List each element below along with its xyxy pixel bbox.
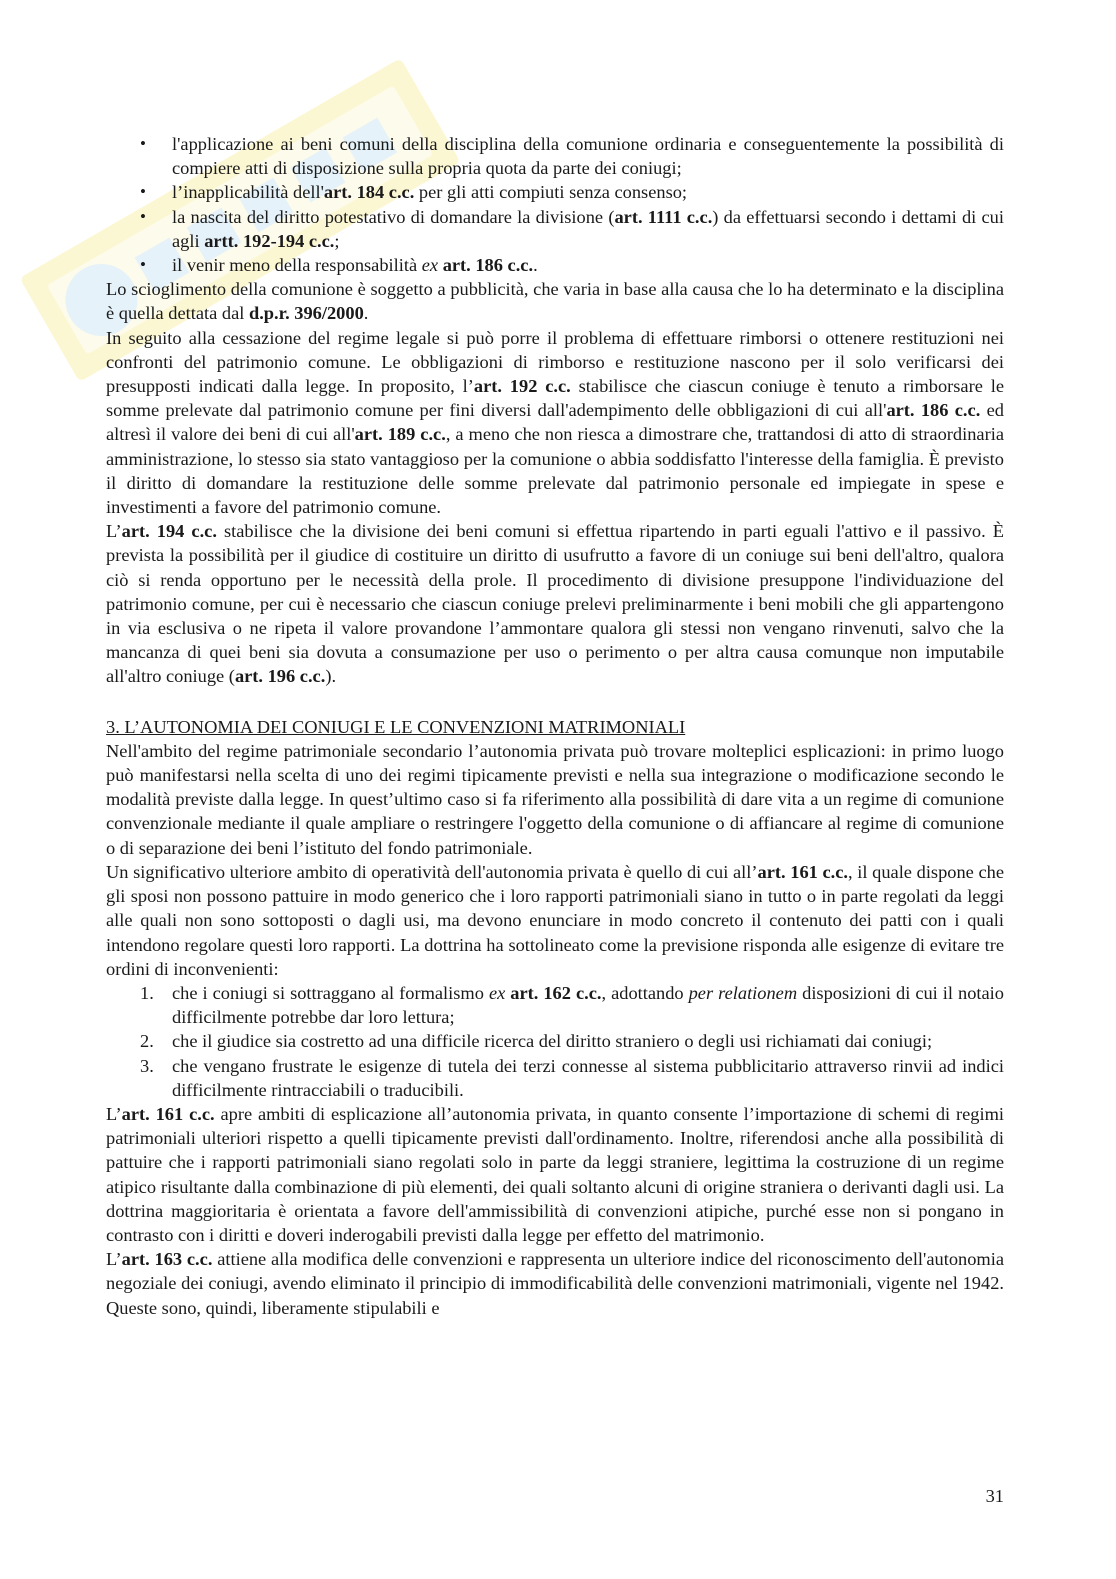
list-number: 3. bbox=[140, 1055, 154, 1076]
list-item bbox=[172, 205, 1004, 253]
citation: art. 163 c.c. bbox=[121, 1249, 213, 1270]
emphasis: ex bbox=[421, 255, 439, 276]
citation: artt. 192-194 c.c. bbox=[204, 230, 335, 251]
list-item bbox=[172, 180, 1004, 204]
page-number: 31 bbox=[985, 1486, 1004, 1506]
paragraph bbox=[106, 326, 1004, 520]
paragraph-group-3 bbox=[106, 1102, 1004, 1320]
citation: art. 194 c.c. bbox=[121, 521, 217, 542]
list-number: 1. bbox=[140, 982, 154, 1003]
text-run: L’ bbox=[106, 1103, 122, 1124]
text-run: , il quale dispone che gli sposi non possono pattuire in modo generico che i loro rapporti patrimoniali siano in tutto o in parte regolati da leggi alle quali non sono sottoposti o dagli usi, ma devono enunciare in modo concreto il contenuto dei patti con i quali intendono regolare questi loro rapporti. La dottrina ha sottolineato come la previsione risponda alle esigenze di evitare tre ordini di inconvenienti: bbox=[106, 861, 1005, 979]
text-run: per gli atti compiuti senza consenso; bbox=[414, 182, 688, 203]
paragraph bbox=[106, 1102, 1004, 1247]
text-run: Un significativo ulteriore ambito di operatività dell'autonomia privata è quello di cui all’ bbox=[106, 861, 758, 882]
list-item bbox=[140, 981, 1004, 1029]
citation: art. 162 c.c. bbox=[510, 982, 602, 1003]
citation: art. 161 c.c. bbox=[121, 1103, 215, 1124]
text-run: che vengano frustrate le esigenze di tutela dei terzi connesse al sistema pubblicitario attraverso rinvii ad indici difficilmente rintracciabili o traducibili. bbox=[172, 1055, 1004, 1100]
list-item bbox=[140, 1029, 1004, 1053]
text-run: l’inapplicabilità dell' bbox=[172, 182, 324, 203]
text-run: che il giudice sia costretto ad una difficile ricerca del diritto straniero o degli usi richiamati dai coniugi; bbox=[172, 1031, 933, 1052]
text-run: la nascita del diritto potestativo di domandare la divisione ( bbox=[172, 206, 615, 227]
text-run: ed altresì il valore dei beni di cui all' bbox=[106, 400, 1004, 445]
list-item bbox=[172, 253, 1004, 277]
citation: art. 161 c.c. bbox=[757, 861, 849, 882]
citation: art. 189 c.c. bbox=[354, 424, 446, 445]
emphasis: ex bbox=[488, 982, 506, 1003]
list-number: 2. bbox=[140, 1031, 154, 1052]
paragraph bbox=[106, 519, 1004, 688]
emphasis: per relationem bbox=[688, 982, 798, 1003]
document-body bbox=[106, 132, 1004, 1320]
paragraph bbox=[106, 277, 1004, 325]
text-run: In seguito alla cessazione del regime legale si può porre il problema di effettuare rimborsi o ottenere restituzioni nei confronti del patrimonio comune. Le obbligazioni di rimborso e restituzione nascono per il solo verificarsi dei presupposti indicati dalla legge. In proposito, l’ bbox=[106, 327, 1004, 397]
text-run: ). bbox=[325, 666, 337, 687]
paragraph bbox=[106, 739, 1004, 860]
text-run: disposizioni di cui il notaio difficilmente potrebbe dar loro lettura; bbox=[172, 982, 1004, 1028]
citation: art. 184 c.c. bbox=[323, 182, 415, 203]
text-run: stabilisce che la divisione dei beni comuni si effettua ripartendo in parti eguali l'attivo e il passivo. È prevista la possibilità per il giudice di costituire un diritto di usufrutto a favore di un coniuge sui beni dell'altro, qualora ciò si renda opportuno per le necessità della prole. Il procedimento di divisione presuppone l'individuazione del patrimonio comune, per cui è necessario che ciascun coniuge prelevi preliminarmente i beni mobili che gli appartengono in via esclusiva o ne ripeta il valore provandone l’ammontare qualora gli stessi non vengano rinvenuti, salvo che la mancanza di quei beni sia dovuta a consumazione per uso o perimento o per altra causa comunque non imputabile all'altro coniuge ( bbox=[106, 521, 1004, 687]
bullet-list bbox=[106, 132, 1004, 277]
citation: art. 186 c.c. bbox=[886, 400, 981, 421]
citation: art. 192 c.c. bbox=[473, 376, 571, 397]
list-item bbox=[172, 132, 1004, 180]
text-run: L’ bbox=[106, 521, 122, 542]
text-run: l'applicazione ai beni comuni della disciplina della comunione ordinaria e conseguentemente la possibilità di compiere atti di disposizione sulla propria quota da parte dei coniugi; bbox=[172, 134, 1004, 179]
text-run: , adottando bbox=[601, 982, 689, 1003]
section-heading: 3. L’AUTONOMIA DEI CONIUGI E LE CONVENZIONI MATRIMONIALI bbox=[106, 716, 686, 737]
text-run: attiene alla modifica delle convenzioni e rappresenta un ulteriore indice del riconoscimento dell'autonomia negoziale dei coniugi, avendo eliminato il principio di immodificabilità delle convenzioni matrimoniali, vigente nel 1942. Queste sono, quindi, liberamente stipulabili e bbox=[106, 1249, 1004, 1318]
text-run: , a meno che non riesca a dimostrare che, trattandosi di atto di straordinaria amministrazione, lo stesso sia stato vantaggioso per la comunione o abbia soddisfatto l'interesse della famiglia. È previsto il diritto di domandare la restituzione delle somme prelevate dal patrimonio personale ed impiegate in spese e investimenti a favore del patrimonio comune. bbox=[106, 424, 1004, 518]
paragraph-group-1 bbox=[106, 277, 1004, 688]
citation: art. 196 c.c. bbox=[234, 666, 326, 687]
citation: art. 1111 c.c. bbox=[614, 206, 713, 227]
text-run: che i coniugi si sottraggano al formalismo bbox=[172, 982, 489, 1003]
text-run: L’ bbox=[106, 1249, 122, 1270]
text-run: . bbox=[533, 255, 538, 276]
text-run: . bbox=[363, 303, 369, 324]
numbered-list bbox=[106, 981, 1004, 1102]
text-run: il venir meno della responsabilità bbox=[172, 255, 422, 276]
paragraph-group-2 bbox=[106, 739, 1004, 981]
text-run: Lo scioglimento della comunione è soggetto a pubblicità, che varia in base alla causa che lo ha determinato e la disciplina è quella dettata dal bbox=[106, 279, 1004, 324]
text-run: Nell'ambito del regime patrimoniale secondario l’autonomia privata può trovare molteplici esplicazioni: in primo luogo può manifestarsi nella scelta di uno dei regimi tipicamente previsti e nella sua integrazione o modificazione secondo le modalità previste dalla legge. In quest’ultimo caso si fa riferimento alla possibilità di dare vita a un regime di comunione convenzionale mediante il quale ampliare o restringere l'oggetto della comunione o di affiancare al regime di comunione o di separazione dei beni l’istituto del fondo patrimoniale. bbox=[106, 740, 1004, 858]
text-run: apre ambiti di esplicazione all’autonomia privata, in quanto consente l’importazione di schemi di regimi patrimoniali ulteriori rispetto a quelli tipicamente previsti dall'ordinamento. Inoltre, riferendosi anche alla possibilità di pattuire che i rapporti patrimoniali siano regolati solo in parte da leggi straniere, legittima la costruzione di un regime atipico risultante dalla combinazione di più elementi, dei quali soltanto alcuni di origine straniera o derivanti dagli usi. La dottrina maggioritaria è orientata a favore dell'ammissibilità di convenzioni atipiche, purché esse non si pongano in contrasto con i diritti e doveri inderogabili previsti dalla legge per effetto del matrimonio. bbox=[106, 1103, 1004, 1245]
text-run: ; bbox=[334, 230, 340, 251]
paragraph bbox=[106, 860, 1004, 981]
text-run: stabilisce che ciascun coniuge è tenuto a rimborsare le somme prelevate dal patrimonio comune per fini diversi dall'adempimento delle obbligazioni di cui all' bbox=[106, 376, 1005, 421]
list-item bbox=[140, 1054, 1004, 1102]
citation: d.p.r. 396/2000 bbox=[248, 303, 364, 324]
paragraph bbox=[106, 1247, 1004, 1320]
citation: art. 186 c.c. bbox=[442, 255, 534, 276]
text-run: ) da effettuarsi secondo i dettami di cui agli bbox=[172, 206, 1004, 251]
